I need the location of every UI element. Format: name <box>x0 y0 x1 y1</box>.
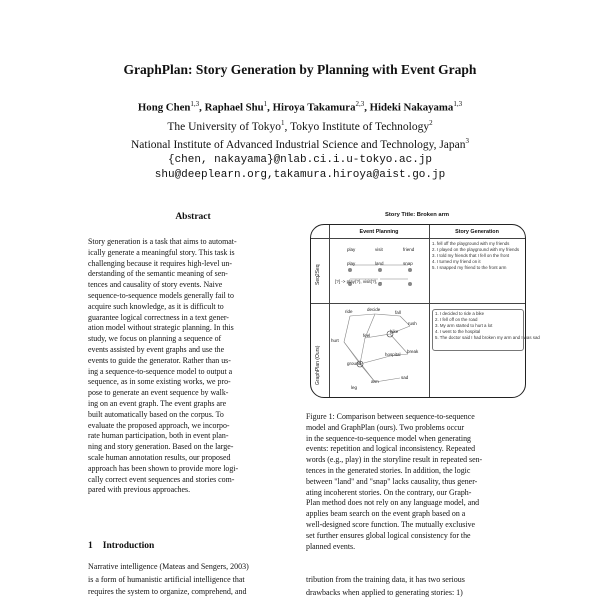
text-line: guarantee logical correctness in a text gener- <box>88 312 229 322</box>
abstract-body <box>88 237 298 496</box>
text-line: well-designed score function. The mutually exclusive <box>306 519 476 529</box>
author-name: Hong Chen <box>137 101 191 114</box>
text-line: scale human annotation results, our proposed <box>88 452 231 462</box>
text-line: pared with previous approaches. <box>88 485 191 495</box>
text-line: in the sequence-to-sequence model when generating <box>306 433 471 443</box>
event-node: bike <box>390 329 399 334</box>
text-line: ating incoherent stories. On the contrary, our Graph- <box>306 487 472 497</box>
text-line: planned events. <box>306 541 356 551</box>
text-line: Figure 1: Comparison between sequence-to-sequence <box>306 412 475 421</box>
text-line: built automatically based on the corpus. To <box>88 409 224 419</box>
author-names: Hong Chen$^{1,3}$, Raphael Shu$^1$, Hiroya Takamura$^{2,3}$, Hideki Nakayama$^{1,3}$ <box>137 100 463 114</box>
text-line: ically generate a meaningful story. This task is <box>88 247 235 257</box>
event-node: feel <box>363 333 371 338</box>
event-sequence: [?] -> play(?), visit(?), ... <box>335 279 383 284</box>
text-line: tences and causality of story events. Naive <box>88 280 223 290</box>
event-node: friend <box>403 247 415 252</box>
seq2seq-story: 1. fell off the playground with my friends 2. I played on the playground with my friends 3. I told my friends that I fell on the front 4. I turned my friend on it 5. I snapped my friend to the front arm <box>432 241 520 271</box>
figure-story-title: Story Title: Broken arm <box>385 212 449 218</box>
event-node: fall <box>395 310 401 315</box>
figure-caption <box>306 412 528 552</box>
event-node: play <box>347 247 356 252</box>
text-line: approach has been shown to provide more logi- <box>88 463 239 473</box>
text-line: ing on an event graph. The event graphs are <box>88 398 227 408</box>
column-divider <box>429 225 430 397</box>
paper-title: GraphPlan: Story Generation by Planning with Event Graph <box>123 62 477 77</box>
event-node: ride <box>345 309 353 314</box>
text-line: evaluate the proposed approach, we incorpo- <box>88 420 230 430</box>
text-line: Story generation is a task that aims to automat- <box>88 237 237 246</box>
text-line: between "land" and "snap" lacks causality, thus gener- <box>306 476 478 486</box>
text-line: rate human participation, both in event plan- <box>88 431 229 441</box>
text-line: requires the system to organize, comprehend, and <box>88 587 247 596</box>
text-line: acquire such knowledge, as it is difficult to <box>88 301 224 311</box>
event-node: ground <box>347 361 362 366</box>
event-node: snap <box>403 261 413 266</box>
text-line: challenging because it requires high-level un- <box>88 258 232 268</box>
text-line: is a form of humanistic artificial intelligence that <box>88 574 245 584</box>
event-node: land <box>375 261 384 266</box>
text-line: words (e.g., play) in the storyline result in repeated sen- <box>306 455 483 465</box>
event-planning-header: Event Planning <box>359 229 399 235</box>
graphplan-row-label: GraphPlan (Ours) <box>315 345 321 385</box>
text-line: set further ensures global logical consistency for the <box>306 530 471 540</box>
event-node: visit <box>375 247 383 252</box>
affiliation-line: The University of Tokyo$^1$, Tokyo Institute of Technology$^2$ <box>167 118 433 133</box>
event-node: play <box>347 261 356 266</box>
email-line: shu@deeplearn.org,takamura.hiroya@aist.go.jp <box>154 169 446 182</box>
graphplan-story: 1. I decided to ride a bike 2. I fell off on the road 3. My arm started to hurt a lot 4. I went to the hospital 5. The doctor said I had broken my arm and I was sad <box>435 311 540 341</box>
event-node: hospital <box>385 352 401 357</box>
author-name: Hiroya Takamura <box>272 101 356 114</box>
text-line: events assisted by event graphs and use the <box>88 344 225 354</box>
author-name: Hideki Nakayama <box>369 101 454 114</box>
figure-1 <box>306 212 540 400</box>
author-name: Raphael Shu <box>204 101 264 114</box>
author-affiliation-mark: 1 <box>263 100 268 108</box>
right-column-body <box>306 574 528 599</box>
text-line: pose to generate an event sequence by walk- <box>88 388 229 398</box>
event-node: decide <box>367 307 381 312</box>
section-number: 1 <box>88 541 93 551</box>
event-node: arm <box>371 379 379 384</box>
text-line: ation model without strategic planning. In this <box>88 323 234 333</box>
text-line: applies beam search on the event graph based on a <box>306 509 466 519</box>
section-title: Introduction <box>102 541 155 551</box>
text-line: sequence, as in some existing works, we pro- <box>88 377 231 387</box>
text-line: derstanding of the semantic meaning of sen- <box>88 269 228 279</box>
seq2seq-row-label: Seq2Seq <box>315 264 321 285</box>
text-line: sequence-to-sequence models generally fail to <box>88 290 234 300</box>
text-line: cally correct event sequences and stories com- <box>88 474 235 484</box>
event-node: rush <box>408 321 417 326</box>
text-line: drawbacks when applied to generating stories: 1) <box>306 587 463 597</box>
text-line: model and GraphPlan (ours). Two problems occur <box>306 422 465 432</box>
text-line: ing a sequence-to-sequence model to output a <box>88 366 233 376</box>
text-line: Narrative intelligence (Mateas and Sengers, 2003) <box>88 562 249 571</box>
text-line: tences in the generated stories. In addition, the logic <box>306 465 471 475</box>
section-heading <box>88 541 154 551</box>
event-node: hurt <box>331 338 339 343</box>
figure-frame <box>310 224 540 398</box>
text-line: events: repetition and logical inconsistency. Repeated <box>306 444 476 454</box>
abstract-heading: Abstract <box>175 212 211 222</box>
text-line: Plan method does not rely on any language model, and <box>306 498 480 508</box>
text-line: study, we focus on planning a sequence of <box>88 334 222 344</box>
author-affiliation-mark: 1,3 <box>190 100 200 108</box>
author-block <box>0 97 600 183</box>
text-line: events to guide the generator. Rather than us- <box>88 355 231 365</box>
event-node: break <box>407 349 419 354</box>
event-node: leg <box>351 385 358 390</box>
email-line: {chen, nakayama}@nlab.ci.i.u-tokyo.ac.jp <box>167 154 433 167</box>
text-line: tribution from the training data, it has two serious <box>306 575 465 584</box>
event-node: sad <box>401 375 409 380</box>
affiliation-line: National Institute of Advanced Industrial Science and Technology, Japan$^3$ <box>130 137 470 152</box>
text-line: ning and story generation. Based on the large- <box>88 442 234 452</box>
introduction-body <box>88 561 298 599</box>
author-affiliation-mark: 1,3 <box>453 100 463 108</box>
author-affiliation-mark: 2,3 <box>355 100 365 108</box>
story-generation-header: Story Generation <box>455 229 499 235</box>
